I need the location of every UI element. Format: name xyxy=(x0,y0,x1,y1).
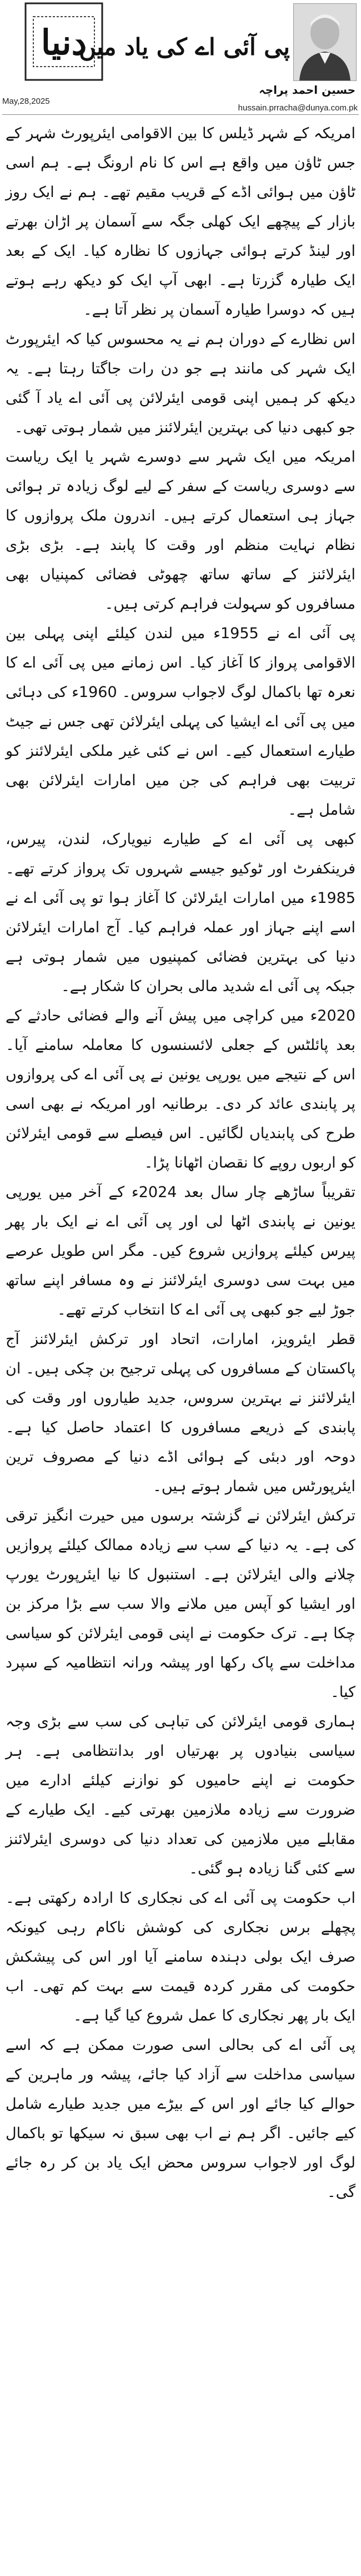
article-paragraph: پی آئی اے نے 1955ء میں لندن کیلئے اپنی پہلی بین الاقوامی پرواز کا آغاز کیا۔ اس زمانے میں پی آئی اے کا نعرہ تھا باکمال لوگ لاجواب سروس۔ 1960ء کی دہائی میں پی آئی اے ایشیا کی پہلی ایئرلائن تھی جس نے جیٹ طیارے استعمال کیے۔ اس نے کئی غیر ملکی ایئرلائنز کو تربیت بھی فراہم کی جن میں امارات ایئرلائن بھی شامل ہے۔ xyxy=(6,625,356,819)
article-paragraph: امریکہ کے شہر ڈیلس کا بین الاقوامی ایئرپورٹ شہر کے جس ٹاؤن میں واقع ہے اس کا نام ارونگ ہے۔ ہم اسی ٹاؤن میں ہوائی اڈے کے قریب مقیم تھے۔ ہم نے ایک روز بازار کے پیچھے ایک کھلی جگہ سے آسمان پر اڑان بھرتے اور لینڈ کرتے ہوائی جہازوں کا نظارہ کیا۔ ایک کے بعد ایک طیارہ گزرتا ہے۔ ابھی آپ ایک کو دیکھ رہے ہوتے ہیں کہ دوسرا طیارہ آسمان پر نظر آتا ہے۔ xyxy=(6,125,355,319)
column-masthead xyxy=(0,0,361,117)
author-name: حسین احمد پراچہ xyxy=(258,83,355,97)
article-paragraph: قطر ایئرویز، امارات، اتحاد اور ترکش ایئرلائنز آج پاکستان کے مسافروں کی پہلی ترجیح بن چکی ہیں۔ ان ایئرلائنز نے بہترین سروس، جدید طیاروں اور وقت کی پابندی کے ذریعے مسافروں کا اعتماد حاصل کیا ہے۔ دوحہ اور دبئی کے ہوائی اڈے دنیا کے مصروف ترین ایئرپورٹس میں شمار ہوتے ہیں۔ xyxy=(6,1331,355,1495)
author-photo xyxy=(293,3,357,81)
publish-date: May,28,2025 xyxy=(2,97,50,106)
article-paragraph: پی آئی اے کی بحالی اسی صورت ممکن ہے کہ اسے سیاسی مداخلت سے آزاد کیا جائے، پیشہ ور ماہرین کے حوالے کیا جائے اور اس کے بیڑے میں جدید طیارے شامل کیے جائیں۔ اگر ہم نے اب بھی سبق نہ سیکھا تو باکمال لوگ اور لاجواب سروس محض ایک یاد بن کر رہ جائے گی۔ xyxy=(6,2037,355,2201)
article-paragraph: اب حکومت پی آئی اے کی نجکاری کا ارادہ رکھتی ہے۔ پچھلے برس نجکاری کی کوشش ناکام رہی کیونکہ صرف ایک بولی دہندہ سامنے آیا اور اس کی پیشکش حکومت کی مقرر کردہ قیمت سے بہت کم تھی۔ اب ایک بار پھر نجکاری کا عمل شروع کیا گیا ہے۔ xyxy=(6,1890,355,2024)
article-paragraph: تقریباً ساڑھے چار سال بعد 2024ء کے آخر میں یورپی یونین نے پابندی اٹھا لی اور پی آئی اے نے ایک بار پھر پیرس کیلئے پروازیں شروع کیں۔ مگر اس طویل عرصے میں بہت سی دوسری ایئرلائنز نے وہ مسافر اپنے ساتھ جوڑ لیے جو کبھی پی آئی اے کا انتخاب کرتے تھے۔ xyxy=(6,1184,356,1319)
header-divider xyxy=(2,114,359,115)
article-paragraph: امریکہ میں ایک شہر سے دوسرے شہر یا ایک ریاست سے دوسری ریاست کے سفر کے لیے لوگ زیادہ تر ہوائی جہاز ہی استعمال کرتے ہیں۔ اندرون ملک پروازوں کا نظام نہایت منظم اور وقت کا پابند ہے۔ بڑی بڑی ایئرلائنز کے ساتھ ساتھ چھوٹی فضائی کمپنیاں بھی مسافروں کو سہولت فراہم کرتی ہیں۔ xyxy=(6,448,355,613)
article-paragraph: ہماری قومی ایئرلائن کی تباہی کی سب سے بڑی وجہ سیاسی بنیادوں پر بھرتیاں اور بدانتظامی ہے۔ ہر حکومت نے اپنے حامیوں کو نوازنے کیلئے ادارے میں ضرورت سے زیادہ ملازمین بھرتی کیے۔ ایک طیارے کے مقابلے میں ملازمین کی تعداد دنیا کی دوسری ایئرلائنز سے کئی گنا زیادہ ہو گئی۔ xyxy=(6,1713,355,1877)
svg-text:دنیا: دنیا xyxy=(41,22,87,63)
article-paragraph: 2020ء میں کراچی میں پیش آنے والے فضائی حادثے کے بعد پائلٹس کے جعلی لائسنسوں کا معاملہ سامنے آیا۔ اس کے نتیجے میں یورپی یونین نے پی آئی اے کی پروازوں پر پابندی عائد کر دی۔ برطانیہ اور امریکہ نے بھی اسی طرح کی پابندیاں لگائیں۔ اس فیصلے سے قومی ایئرلائن کو اربوں روپے کا نقصان اٹھانا پڑا۔ xyxy=(6,1007,355,1171)
article-paragraph: ترکش ایئرلائن نے گزشتہ برسوں میں حیرت انگیز ترقی کی ہے۔ یہ دنیا کے سب سے زیادہ ممالک کیلئے پروازیں چلانے والی ایئرلائن ہے۔ استنبول کا نیا ایئرپورٹ یورپ اور ایشیا کو آپس میں ملانے والا سب سے بڑا مرکز بن چکا ہے۔ ترک حکومت نے اپنی قومی ایئرلائن کو سیاسی مداخلت سے پاک رکھا اور پیشہ ورانہ انتظامیہ کے سپرد کیا۔ xyxy=(6,1507,355,1701)
column-title: پی آئی اے کی یاد میں xyxy=(79,33,290,60)
article-paragraph: کبھی پی آئی اے کے طیارے نیویارک، لندن، پیرس، فرینکفرٹ اور ٹوکیو جیسے شہروں تک پرواز کرتے تھے۔ 1985ء میں امارات ایئرلائن کا آغاز ہوا تو پی آئی اے نے اسے اپنے جہاز اور عملہ فراہم کیا۔ آج امارات ایئرلائن دنیا کی بہترین فضائی کمپنیوں میں شمار ہوتی ہے جبکہ پی آئی اے شدید مالی بحران کا شکار ہے۔ xyxy=(6,831,355,995)
article-body xyxy=(6,119,355,2207)
author-email[interactable]: hussain.prracha@dunya.com.pk xyxy=(238,103,358,113)
author-avatar-icon xyxy=(294,4,356,80)
article-paragraph: اس نظارے کے دوران ہم نے یہ محسوس کیا کہ ایئرپورٹ ایک شہر کی مانند ہے جو دن رات جاگتا رہتا ہے۔ یہ دیکھ کر ہمیں اپنی قومی ایئرلائن پی آئی اے یاد آ گئی جو کبھی دنیا کی بہترین ایئرلائنز میں شمار ہوتی تھی۔ xyxy=(6,331,355,436)
